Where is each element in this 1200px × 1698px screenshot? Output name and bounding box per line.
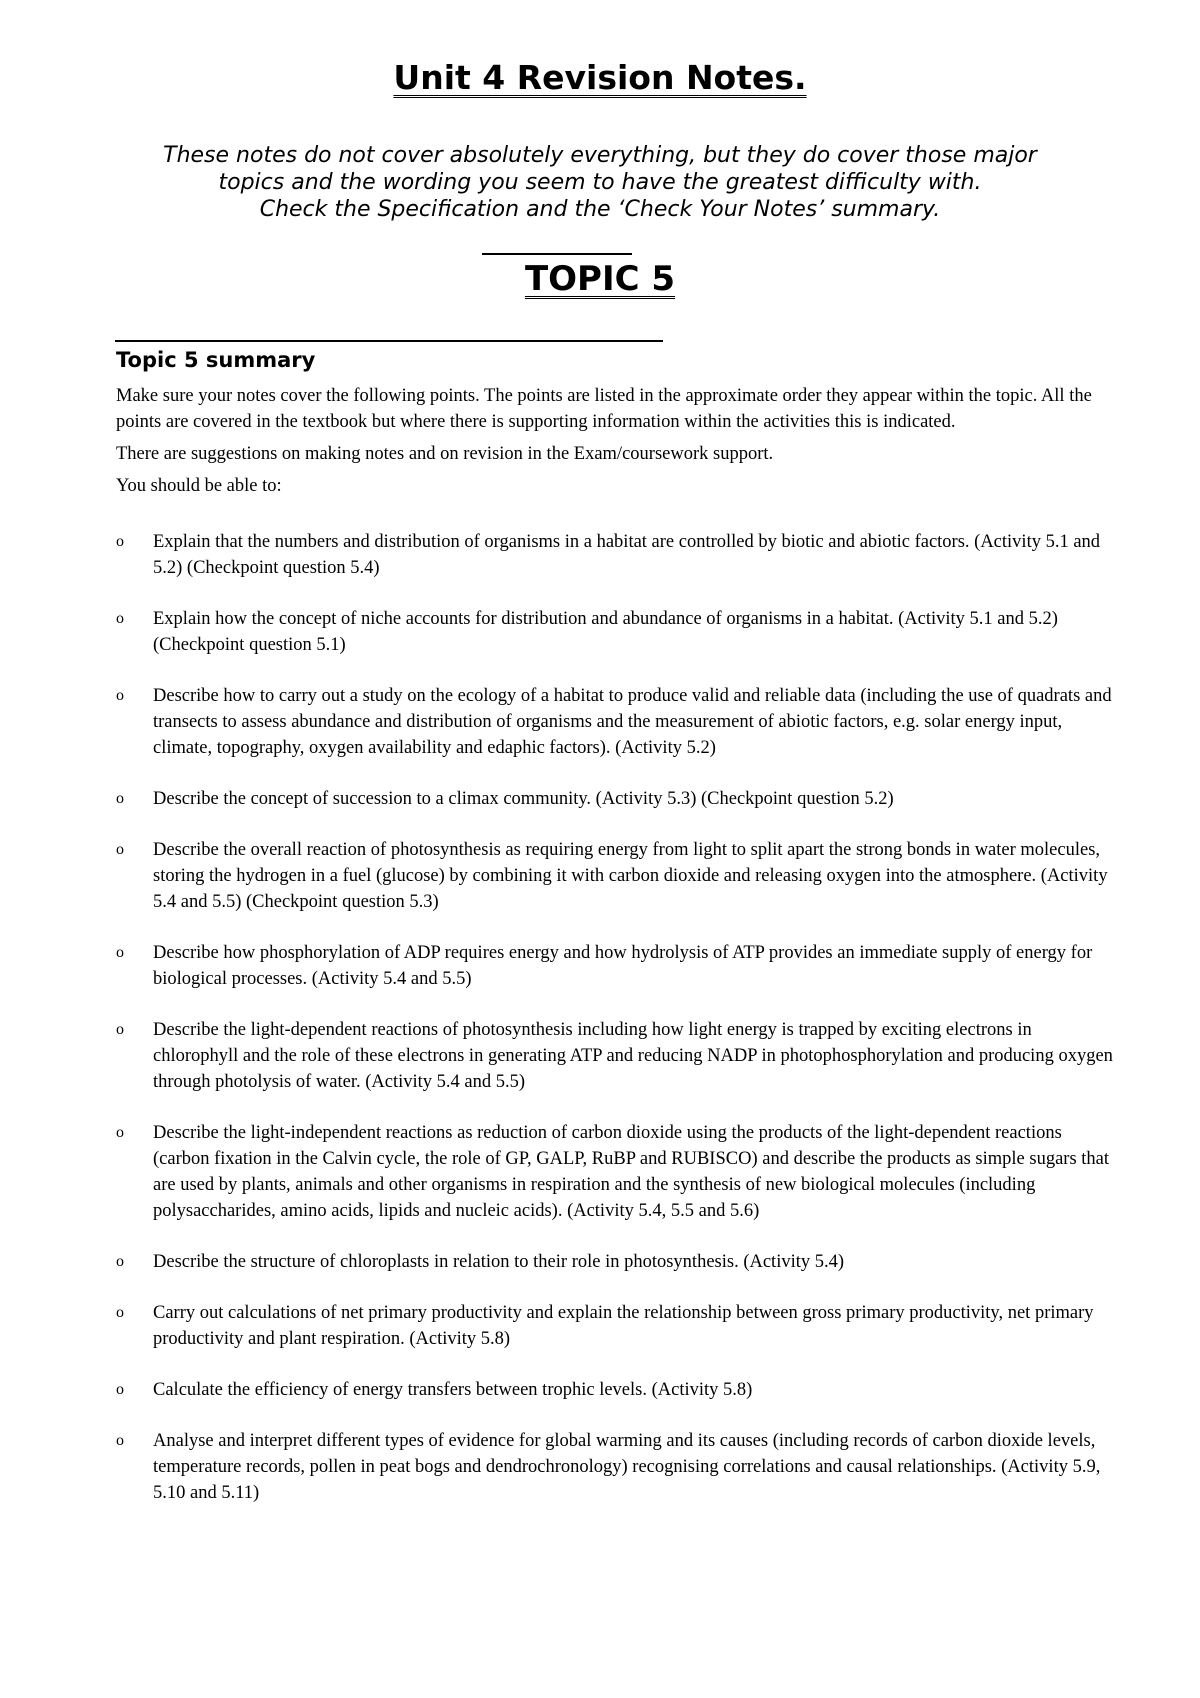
bullet-marker: o (116, 841, 124, 858)
topic-heading-text: TOPIC 5 (524, 259, 676, 299)
bullet-marker: o (116, 1432, 124, 1449)
list-item-text: Describe the structure of chloroplasts in relation to their role in photosynthesis. (Activity 5.4) (153, 1252, 845, 1272)
document-title (0, 58, 1200, 98)
list-item-text: Explain that the numbers and distribution of organisms in a habitat are controlled by biotic and abiotic factors. (Activity 5.1 and 5.2) (Checkpoint question 5.4) (153, 532, 1101, 578)
bullet-marker: o (116, 1021, 124, 1038)
list-item (116, 529, 1116, 581)
summary-paragraph: There are suggestions on making notes and on revision in the Exam/coursework support. (116, 444, 774, 464)
list-item-text: Describe how phosphorylation of ADP requires energy and how hydrolysis of ATP provides an immediate supply of energy for biological processes. (Activity 5.4 and 5.5) (153, 943, 1093, 989)
list-item-text: Analyse and interpret different types of evidence for global warming and its causes (including records of carbon dioxide levels, temperature records, pollen in peat bogs and dendrochronology) recognising correlations and causal relationships. (Activity 5.9, 5.10 and 5.11) (153, 1431, 1101, 1503)
intro-line: topics and the wording you seem to have the greatest difficulty with. (218, 170, 982, 195)
list-item-text: Calculate the efficiency of energy transfers between trophic levels. (Activity 5.8) (153, 1380, 753, 1400)
list-item (116, 1249, 1116, 1275)
bullet-marker: o (116, 790, 124, 807)
bullet-marker: o (116, 1381, 124, 1398)
list-item (116, 1017, 1116, 1095)
summary-paragraph: You should be able to: (116, 476, 282, 496)
bullet-marker: o (116, 944, 124, 961)
bullet-marker: o (116, 610, 124, 627)
intro-note (60, 142, 1140, 223)
list-item-text: Carry out calculations of net primary productivity and explain the relationship between gross primary productivity, net primary productivity and plant respiration. (Activity 5.8) (153, 1303, 1094, 1349)
learning-points-list (116, 529, 1116, 1506)
list-item (116, 1377, 1116, 1403)
summary-heading: Topic 5 summary (116, 348, 316, 372)
list-item-text: Explain how the concept of niche accounts for distribution and abundance of organisms in a habitat. (Activity 5.1 and 5.2) (Checkpoint question 5.1) (153, 609, 1058, 655)
list-item-text: Describe the overall reaction of photosynthesis as requiring energy from light to split apart the strong bonds in water molecules, storing the hydrogen in a fuel (glucose) by combining it with carbon dioxide and releasing oxygen into the atmosphere. (Activity 5.4 and 5.5) (Checkpoint question 5.3) (153, 840, 1108, 912)
list-item-text: Describe the light-independent reactions as reduction of carbon dioxide using the products of the light-dependent reactions (carbon fixation in the Calvin cycle, the role of GP, GALP, RuBP and RUBISCO) and describe the products as simple sugars that are used by plants, animals and other organisms in respiration and the synthesis of new biological molecules (including polysaccharides, amino acids, lipids and nucleic acids). (Activity 5.4, 5.5 and 5.6) (153, 1123, 1110, 1221)
list-item-text: Describe how to carry out a study on the ecology of a habitat to produce valid and reliable data (including the use of quadrats and transects to assess abundance and distribution of organisms and the measurement of abiotic factors, e.g. solar energy input, climate, topography, oxygen availability and edaphic factors). (Activity 5.2) (153, 686, 1112, 758)
list-item (116, 606, 1116, 658)
bullet-marker: o (116, 687, 124, 704)
intro-line: These notes do not cover absolutely everything, but they do cover those major (163, 143, 1037, 168)
list-item (116, 940, 1116, 992)
intro-line: Check the Specification and the ‘Check Your Notes’ summary. (259, 197, 941, 222)
list-item (116, 1120, 1116, 1224)
summary-paragraph: Make sure your notes cover the following points. The points are listed in the approximate order they appear within the topic. All the points are covered in the textbook but where there is supporting information within the activities this is indicated. (116, 386, 1092, 432)
list-item-text: Describe the light-dependent reactions of photosynthesis including how light energy is trapped by exciting electrons in chlorophyll and the role of these electrons in generating ATP and reducing NADP in photophosphorylation and producing oxygen through photolysis of water. (Activity 5.4 and 5.5) (153, 1020, 1113, 1092)
section-divider (115, 340, 663, 342)
bullet-marker: o (116, 1304, 124, 1321)
topic-heading (0, 258, 1200, 300)
document-title-text: Unit 4 Revision Notes. (393, 58, 807, 97)
list-item (116, 837, 1116, 915)
summary-body (116, 383, 1116, 1531)
bullet-marker: o (116, 1124, 124, 1141)
list-item-text: Describe the concept of succession to a climax community. (Activity 5.3) (Checkpoint question 5.2) (153, 789, 894, 809)
topic-overline (482, 253, 632, 255)
list-item (116, 786, 1116, 812)
list-item (116, 683, 1116, 761)
list-item (116, 1428, 1116, 1506)
bullet-marker: o (116, 533, 124, 550)
list-item (116, 1300, 1116, 1352)
bullet-marker: o (116, 1253, 124, 1270)
